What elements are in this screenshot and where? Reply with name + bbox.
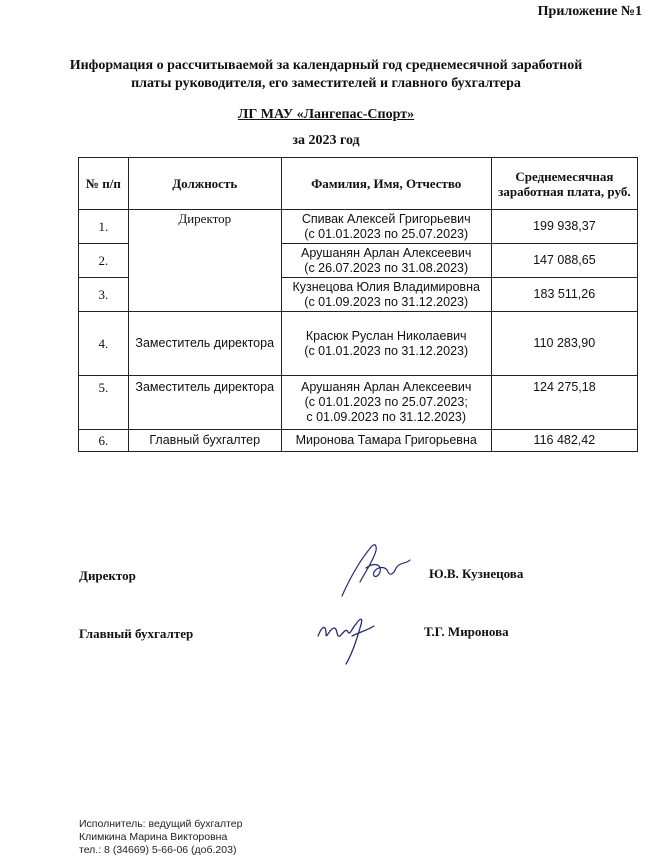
table-row [79,430,638,452]
director-signature-label: Директор [79,568,136,583]
row-salary: 147 088,65 [491,244,637,278]
row-salary: 124 275,18 [491,376,637,430]
row-position: Главный бухгалтер [128,430,281,452]
row-position: Директор [128,210,281,312]
header-name: Фамилия, Имя, Отчество [281,158,491,210]
employee-name: Арушанян Арлан Алексеевич [301,245,472,260]
footer-contact [79,818,242,857]
director-name: Ю.В. Кузнецова [429,566,524,581]
salary-table [78,157,638,452]
table-row [79,210,638,244]
employee-period-2: с 01.09.2023 по 31.12.2023) [306,410,467,424]
row-num: 1. [79,210,129,244]
accountant-signature-label: Главный бухгалтер [79,626,194,641]
report-year: за 2023 год [292,133,360,148]
row-num: 4. [79,312,129,376]
row-name [281,430,491,452]
row-salary: 183 511,26 [491,278,637,312]
footer-phone: тел.: 8 (34669) 5-66-06 (доб.203) [79,844,237,856]
header-num: № п/п [79,158,129,210]
accountant-signature-image [312,606,382,670]
row-name [281,244,491,278]
row-num: 3. [79,278,129,312]
row-num: 2. [79,244,129,278]
document-title-line1: Информация о расcчитываемой за календарный год среднемесячной заработной [69,58,583,73]
footer-executor: Исполнитель: ведущий бухгалтер [79,818,243,830]
table-row [79,376,638,430]
row-num: 5. [79,376,129,430]
appendix-label: Приложение №1 [537,4,642,19]
organization-name: ЛГ МАУ «Лангепас-Спорт» [237,107,415,122]
row-name [281,312,491,376]
row-position: Заместитель директора [128,376,281,430]
employee-name: Миронова Тамара Григорьевна [295,433,477,447]
director-signature-image [330,538,420,600]
employee-name: Спивак Алексей Григорьевич [301,211,471,226]
row-position: Заместитель директора [128,312,281,376]
document-title-line2: платы руководителя, его заместителей и главного бухгалтера [131,76,521,91]
footer-executor-name: Климкина Марина Викторовна [79,831,228,843]
employee-period: (с 26.07.2023 по 31.08.2023) [304,260,469,275]
employee-period: (с 01.01.2023 по 25.07.2023; [304,395,468,409]
row-name [281,376,491,430]
employee-name: Арушанян Арлан Алексеевич [301,380,472,394]
employee-period: (с 01.01.2023 по 25.07.2023) [304,226,469,241]
employee-period: (с 01.09.2023 по 31.12.2023) [304,294,469,309]
employee-name: Красюк Руслан Николаевич [305,328,467,343]
header-position: Должность [128,158,281,210]
row-name [281,278,491,312]
row-salary: 116 482,42 [491,430,637,452]
row-salary: 199 938,37 [491,210,637,244]
employee-name: Кузнецова Юлия Владимировна [292,279,480,294]
employee-period: (с 01.01.2023 по 31.12.2023) [304,343,469,358]
header-salary: Среднемесячная заработная плата, руб. [491,158,637,210]
accountant-name: Т.Г. Миронова [424,624,509,639]
row-salary: 110 283,90 [491,312,637,376]
table-header-row [79,158,638,210]
table-row [79,312,638,376]
row-name [281,210,491,244]
row-num: 6. [79,430,129,452]
